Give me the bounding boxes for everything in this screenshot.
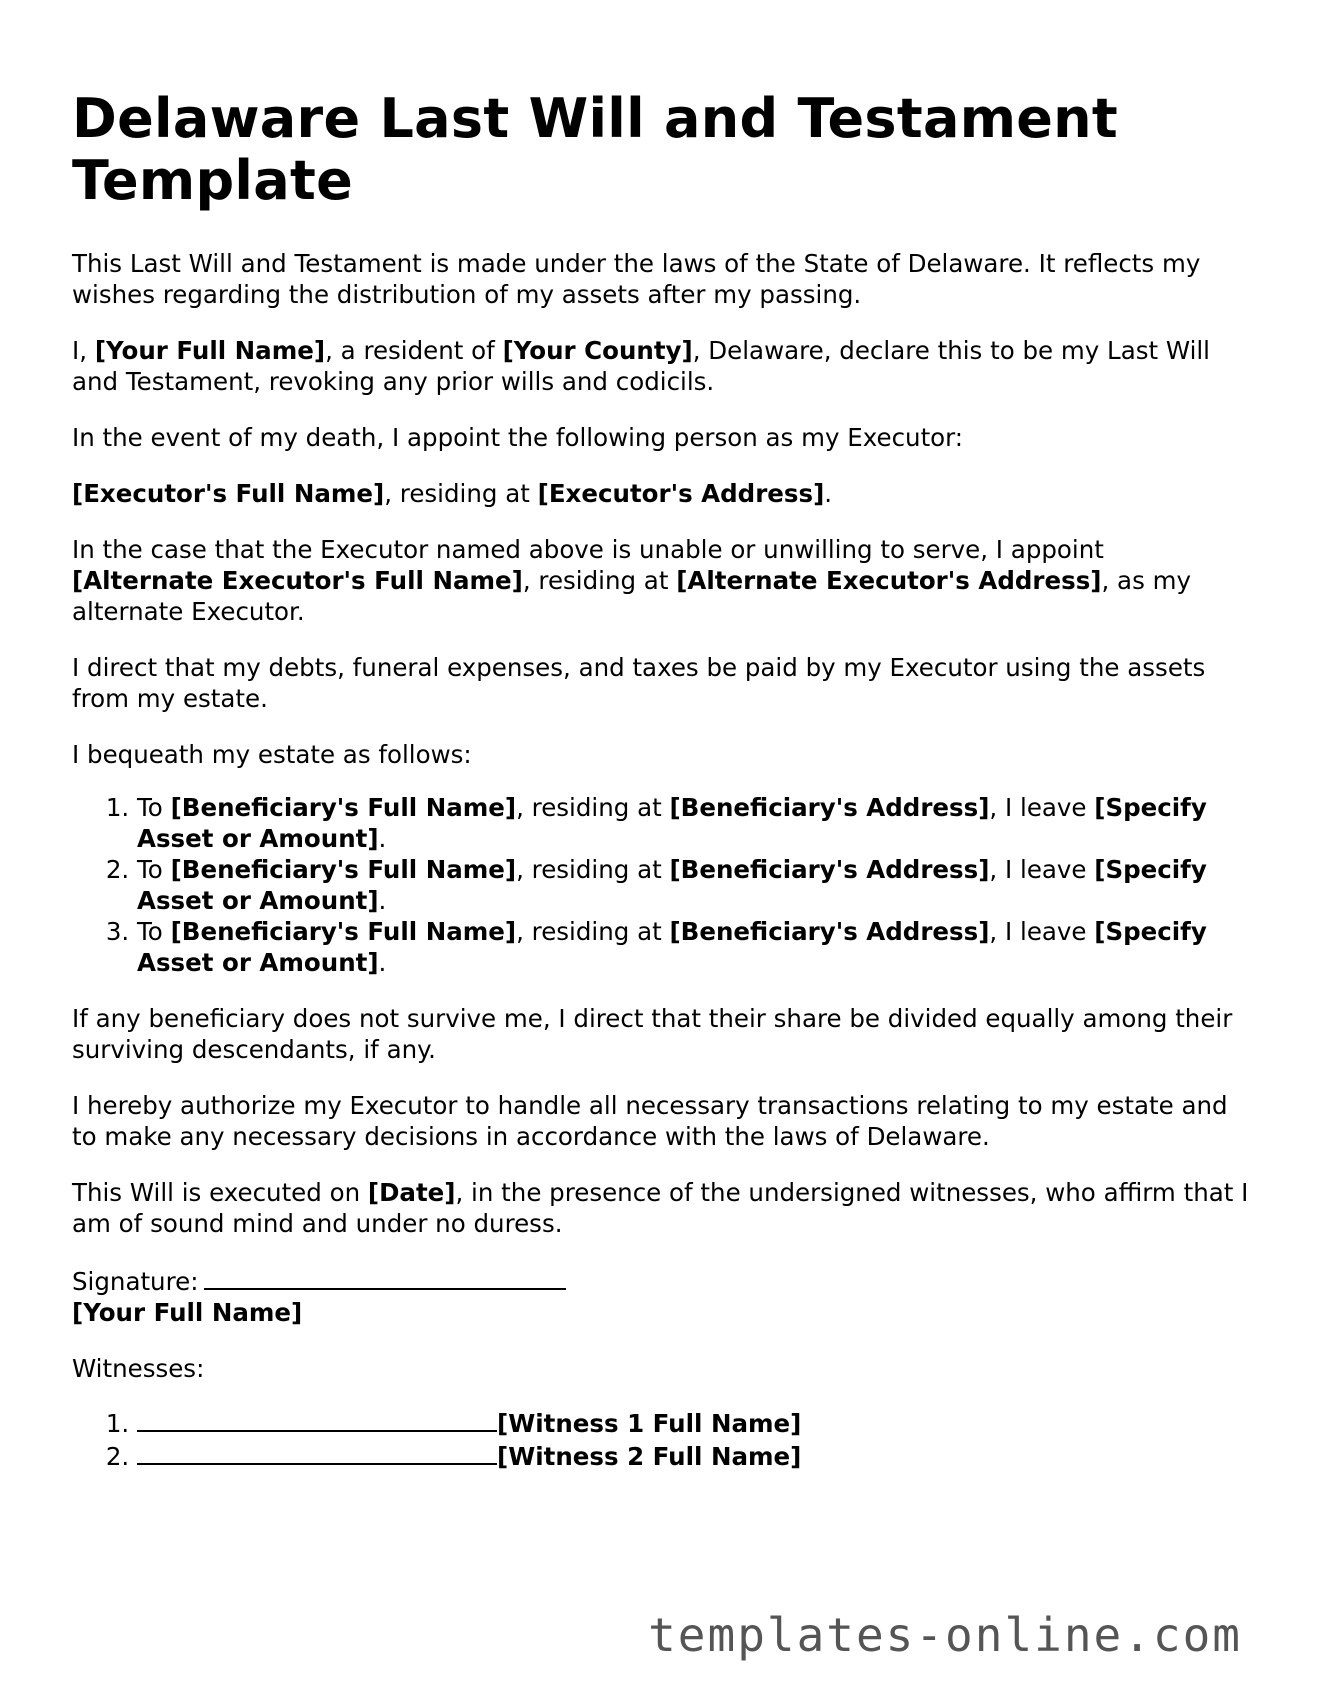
declaration-text-2: , a resident of xyxy=(325,336,503,365)
testator-name-placeholder: [Your Full Name] xyxy=(94,336,326,365)
document-page xyxy=(72,88,1252,1497)
bequest-text-mid: , residing at xyxy=(516,917,670,946)
declaration-text-3: , Delaware, declare this to be my Last Will and Testament, revoking any prior wills and codicils. xyxy=(72,336,1210,396)
bequest-text-end: . xyxy=(378,824,387,853)
bequest-text-leave: , I leave xyxy=(989,855,1095,884)
county-placeholder: [Your County] xyxy=(502,336,693,365)
executor-text-end: . xyxy=(824,479,833,508)
bequest-text-end: . xyxy=(378,886,387,915)
bequest-text-to: To xyxy=(137,855,171,884)
beneficiary-address-placeholder: [Beneficiary's Address] xyxy=(669,855,990,884)
witness-name-placeholder: [Witness 1 Full Name] xyxy=(497,1409,802,1438)
witness-signature-line xyxy=(137,1439,497,1465)
execution-text-2: , in the presence of the undersigned witnesses, who affirm that I am of sound mind and under no duress. xyxy=(72,1178,1249,1238)
witness-list xyxy=(72,1406,1252,1472)
beneficiary-address-placeholder: [Beneficiary's Address] xyxy=(669,793,990,822)
alternate-executor-paragraph xyxy=(72,534,1252,627)
beneficiary-name-placeholder: [Beneficiary's Full Name] xyxy=(170,917,517,946)
bequest-text-mid: , residing at xyxy=(516,855,670,884)
bequest-text-leave: , I leave xyxy=(989,917,1095,946)
beneficiary-name-placeholder: [Beneficiary's Full Name] xyxy=(170,793,517,822)
bequest-text-to: To xyxy=(137,793,171,822)
beneficiary-address-placeholder: [Beneficiary's Address] xyxy=(669,917,990,946)
alternate-text-mid: , residing at xyxy=(522,566,677,595)
executor-text-mid: , residing at xyxy=(384,479,538,508)
date-placeholder: [Date] xyxy=(367,1178,456,1207)
alternate-text-1: In the case that the Executor named above is unable or unwilling to serve, I appoint xyxy=(72,535,1104,564)
execution-text-1: This Will is executed on xyxy=(72,1178,368,1207)
signer-name-placeholder: [Your Full Name] xyxy=(72,1298,303,1327)
witness-signature-line xyxy=(137,1406,497,1432)
bequest-item xyxy=(137,916,1252,978)
declaration-paragraph xyxy=(72,335,1252,397)
asset-placeholder: [Specify Asset or Amount] xyxy=(137,855,1207,915)
signature-line xyxy=(204,1264,566,1290)
asset-placeholder: [Specify Asset or Amount] xyxy=(137,917,1207,977)
executor-name-placeholder: [Executor's Full Name] xyxy=(72,479,385,508)
execution-paragraph xyxy=(72,1177,1252,1239)
witnesses-label: Witnesses: xyxy=(72,1354,205,1383)
bequest-text-to: To xyxy=(137,917,171,946)
bequest-item xyxy=(137,854,1252,916)
survival-paragraph: If any beneficiary does not survive me, I direct that their share be divided equally among their surviving descendants, if any. xyxy=(72,1004,1233,1064)
bequeath-intro-paragraph: I bequeath my estate as follows: xyxy=(72,740,472,769)
beneficiary-name-placeholder: [Beneficiary's Full Name] xyxy=(170,855,517,884)
declaration-text-1: I, xyxy=(72,336,95,365)
authorize-paragraph: I hereby authorize my Executor to handle all necessary transactions relating to my estate and to make any necessary decisions in accordance with the laws of Delaware. xyxy=(72,1091,1228,1151)
executor-paragraph xyxy=(72,478,1252,509)
bequest-item xyxy=(137,792,1252,854)
bequest-text-leave: , I leave xyxy=(989,793,1095,822)
alternate-name-placeholder: [Alternate Executor's Full Name] xyxy=(72,566,523,595)
witness-item xyxy=(137,1406,1252,1439)
intro-paragraph: This Last Will and Testament is made under the laws of the State of Delaware. It reflects my wishes regarding the distribution of my assets after my passing. xyxy=(72,249,1201,309)
debts-paragraph: I direct that my debts, funeral expenses, and taxes be paid by my Executor using the assets from my estate. xyxy=(72,653,1206,713)
alternate-text-end: , as my alternate Executor. xyxy=(72,566,1191,626)
bequest-text-end: . xyxy=(378,948,387,977)
witness-item xyxy=(137,1439,1252,1472)
watermark: templates-online.com xyxy=(648,1608,1242,1662)
asset-placeholder: [Specify Asset or Amount] xyxy=(137,793,1207,853)
executor-intro-paragraph: In the event of my death, I appoint the following person as my Executor: xyxy=(72,423,964,452)
signature-block xyxy=(72,1264,1252,1328)
witness-name-placeholder: [Witness 2 Full Name] xyxy=(497,1442,802,1471)
alternate-address-placeholder: [Alternate Executor's Address] xyxy=(676,566,1102,595)
bequest-text-mid: , residing at xyxy=(516,793,670,822)
bequest-list xyxy=(72,792,1252,978)
executor-address-placeholder: [Executor's Address] xyxy=(537,479,825,508)
signature-label: Signature: xyxy=(72,1267,199,1296)
document-title: Delaware Last Will and Testament Template xyxy=(72,87,1119,212)
